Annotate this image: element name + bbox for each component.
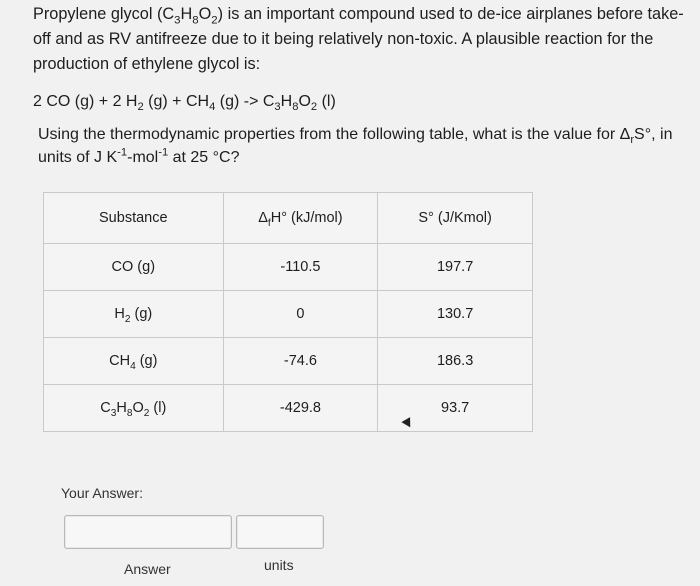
header-text: H° (kJ/mol) xyxy=(270,210,343,226)
header-subscript: f xyxy=(267,217,271,229)
formula-text: (g) xyxy=(130,306,153,322)
formula-subscript: 8 xyxy=(126,407,133,419)
table-row xyxy=(44,291,533,338)
cell-enthalpy: 0 xyxy=(223,291,378,338)
cell-entropy: 186.3 xyxy=(378,338,533,385)
formula-subscript: 4 xyxy=(130,360,136,372)
reaction-text: (l) xyxy=(317,93,336,110)
cell-substance xyxy=(44,291,224,338)
cell-entropy: 93.7 xyxy=(378,385,533,432)
answer-input[interactable] xyxy=(64,515,232,549)
reaction-subscript: 2 xyxy=(310,101,318,114)
intro-subscript: 2 xyxy=(211,14,218,27)
reaction-text: 2 CO (g) + 2 H xyxy=(33,93,138,110)
reaction-subscript: 4 xyxy=(209,101,216,114)
units-input[interactable] xyxy=(236,515,324,549)
cell-enthalpy: -429.8 xyxy=(223,385,378,432)
prompt-text: S°, in units of J K xyxy=(38,126,673,166)
cell-substance: CO (g) xyxy=(44,244,224,291)
header-enthalpy xyxy=(223,193,378,244)
table-header-row xyxy=(44,193,533,244)
your-answer-label: Your Answer: xyxy=(61,485,143,501)
cell-substance xyxy=(44,385,224,432)
reaction-subscript: 8 xyxy=(292,101,299,114)
prompt-superscript: -1 xyxy=(117,146,128,159)
formula-subscript: 2 xyxy=(124,313,131,325)
formula-text: H xyxy=(116,400,127,416)
intro-text: O xyxy=(198,5,212,23)
units-label: units xyxy=(264,557,294,573)
formula-subscript: 2 xyxy=(143,407,150,419)
header-text: Δ xyxy=(258,210,268,226)
formula-text: (l) xyxy=(149,400,167,416)
reaction-text: (g) + CH xyxy=(143,93,210,110)
table-row xyxy=(44,244,533,291)
formula-subscript: 3 xyxy=(110,407,117,419)
reaction-text: H xyxy=(280,93,293,110)
cell-entropy: 130.7 xyxy=(378,291,533,338)
intro-text: Propylene glycol (C xyxy=(33,5,175,23)
formula-text: H xyxy=(114,306,125,322)
reaction-subscript: 2 xyxy=(137,101,144,114)
reaction-text: O xyxy=(298,93,311,110)
reaction-text: (g) -> C xyxy=(215,93,275,110)
prompt-superscript: -1 xyxy=(158,146,169,159)
question-intro xyxy=(33,2,693,77)
prompt-text: at 25 °C? xyxy=(168,149,240,166)
cell-enthalpy: -74.6 xyxy=(223,338,378,385)
intro-text: ) is an important compound used to de-ice airplanes before take-off and as RV antifreeze due to it being relatively non-toxic. A plausible reaction for the production of ethylene glycol is: xyxy=(33,5,684,73)
cell-substance xyxy=(44,338,224,385)
answer-label: Answer xyxy=(124,561,171,577)
prompt-text: Using the thermodynamic properties from the following table, what is the value for Δ xyxy=(38,126,631,143)
cell-entropy: 197.7 xyxy=(378,244,533,291)
reaction-equation xyxy=(33,91,336,113)
formula-text: (g) xyxy=(135,353,158,369)
table-row xyxy=(44,385,533,432)
formula-text: C xyxy=(100,400,111,416)
table-row xyxy=(44,338,533,385)
cell-enthalpy: -110.5 xyxy=(223,244,378,291)
reaction-subscript: 3 xyxy=(274,101,281,114)
prompt-text: -mol xyxy=(127,149,159,166)
header-entropy: S° (J/Kmol) xyxy=(378,193,533,244)
question-prompt xyxy=(38,123,678,169)
formula-text: O xyxy=(132,400,144,416)
header-substance: Substance xyxy=(44,193,224,244)
prompt-subscript: r xyxy=(630,134,635,147)
intro-text: H xyxy=(180,5,193,23)
intro-subscript: 8 xyxy=(192,14,199,27)
thermo-table xyxy=(43,192,533,432)
intro-subscript: 3 xyxy=(174,14,181,27)
formula-text: CH xyxy=(109,353,131,369)
